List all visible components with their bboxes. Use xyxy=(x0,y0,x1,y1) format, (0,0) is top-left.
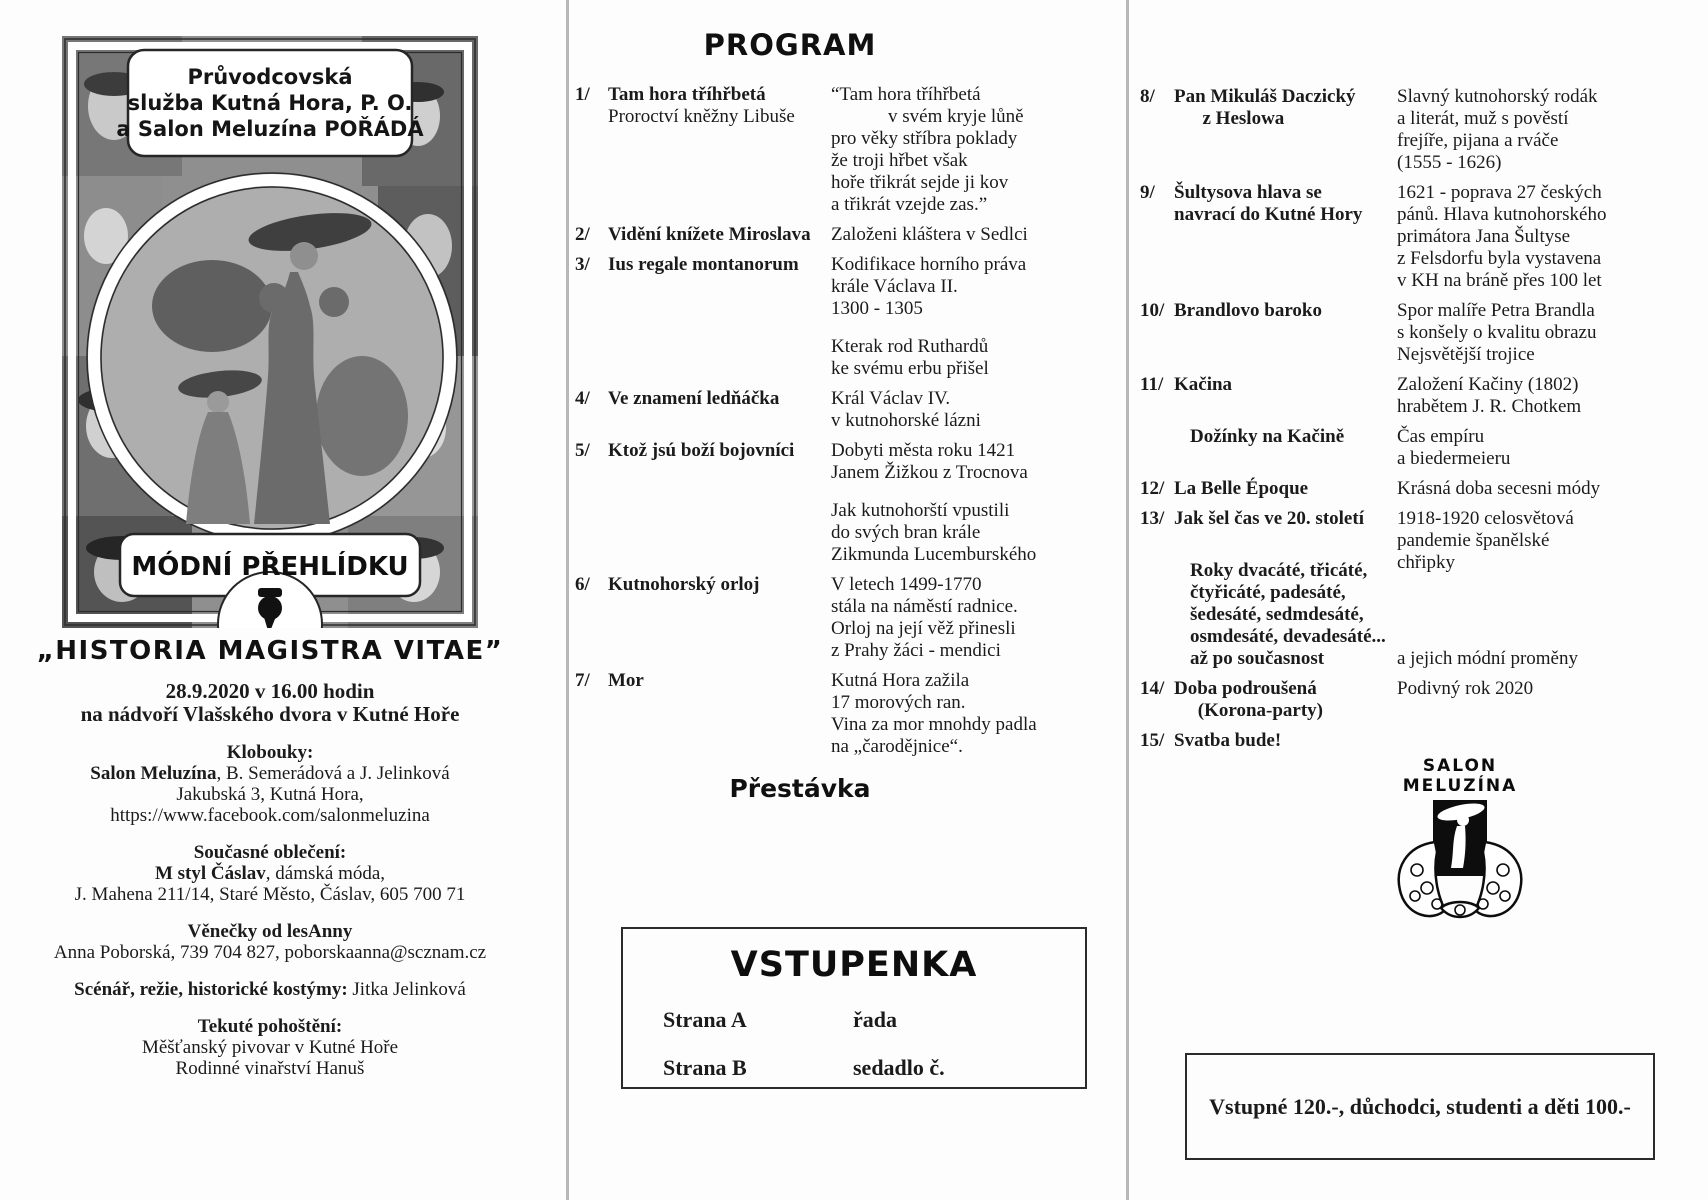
credits-sections xyxy=(28,742,512,1079)
item-title xyxy=(1174,730,1397,752)
item-description xyxy=(831,440,1123,566)
ticket-title: VSTUPENKA xyxy=(730,945,978,985)
item-number: 8/ xyxy=(1140,86,1155,107)
program-item xyxy=(1140,86,1708,174)
item-number: 5/ xyxy=(575,440,590,461)
item-description-line: Kutná Hora zažila xyxy=(831,670,970,691)
item-description-line: Král Václav IV. xyxy=(831,388,951,409)
item-title-line: La Belle Époque xyxy=(1174,478,1309,499)
credits-line-text: https://www.facebook.com/salonmeluzina xyxy=(110,805,430,826)
item-title xyxy=(608,574,831,662)
program-item xyxy=(575,224,1123,246)
item-description-paragraph xyxy=(1397,648,1708,670)
credits-section-heading: Klobouky: xyxy=(226,742,314,763)
item-description-line: a třikrát vzejde zas.” xyxy=(831,194,988,215)
credits-section xyxy=(28,921,512,963)
salon-meluzina-logo xyxy=(1310,756,1610,922)
item-description-line: hoře třikrát sejde ji kov xyxy=(831,172,1009,193)
item-description-line: hrabětem J. R. Chotkem xyxy=(1397,396,1582,417)
item-title-line: Šultysova hlava se xyxy=(1174,182,1322,203)
item-description-line: v svém kryje lůně xyxy=(831,106,1024,127)
item-description-line: Podivný rok 2020 xyxy=(1397,678,1534,699)
item-description-paragraph xyxy=(1397,182,1708,292)
item-title-line: Vidění knížete Miroslava xyxy=(608,224,811,245)
credits-line-text: Jakubská 3, Kutná Hora, xyxy=(176,784,364,805)
item-title-line: navrací do Kutné Hory xyxy=(1174,204,1363,225)
credits-line xyxy=(28,942,512,963)
item-description-paragraph xyxy=(1397,86,1708,174)
program-item xyxy=(1140,426,1708,470)
credits-line xyxy=(28,784,512,805)
motto-title: „HISTORIA MAGISTRA VITAE” xyxy=(36,636,504,666)
item-description xyxy=(831,670,1123,758)
item-number: 12/ xyxy=(1140,478,1165,499)
item-description-line: Slavný kutnohorský rodák xyxy=(1397,86,1598,107)
item-description-line: chřipky xyxy=(1397,552,1456,573)
program-item xyxy=(575,574,1123,662)
item-title xyxy=(1174,374,1397,418)
item-description-line: a jejich módní proměny xyxy=(1397,648,1578,669)
item-title-line: Brandlovo baroko xyxy=(1174,300,1322,321)
credits-section xyxy=(28,1016,512,1079)
item-description-paragraph xyxy=(831,224,1123,246)
item-description xyxy=(1397,426,1708,470)
right-column xyxy=(1140,0,1708,1119)
item-description-line: Zikmunda Lucemburského xyxy=(831,544,1037,565)
item-title-line: osmdesáté, devadesáté... xyxy=(1190,626,1386,647)
event-venue-line: na nádvoří Vlašského dvora v Kutné Hoře xyxy=(80,702,460,726)
program-item xyxy=(1140,478,1708,500)
poster-title-text: MÓDNÍ PŘEHLÍDKU xyxy=(131,552,409,582)
item-number: 10/ xyxy=(1140,300,1165,321)
price-box xyxy=(1185,1053,1655,1160)
credits-section-heading: Tekuté pohoštění: xyxy=(197,1016,343,1037)
program-list-continued xyxy=(1140,86,1708,752)
item-description-line: primátora Jana Šultyse xyxy=(1397,226,1571,247)
credits-section xyxy=(28,979,512,1000)
logo-text-line1: SALON xyxy=(1422,756,1498,776)
item-description xyxy=(1397,374,1708,418)
item-description-paragraph xyxy=(1397,300,1708,366)
credits-line-bold: M styl Čáslav xyxy=(154,863,266,884)
program-item xyxy=(575,84,1123,216)
item-title-line: Tam hora tříhřbetá xyxy=(608,84,766,105)
item-title xyxy=(608,84,831,216)
credits-line-text: Měšťanský pivovar v Kutné Hoře xyxy=(141,1037,399,1058)
item-title xyxy=(608,254,831,380)
item-number: 3/ xyxy=(575,254,590,275)
ticket-row-b xyxy=(623,1055,1085,1081)
item-title-line: (Korona-party) xyxy=(1174,700,1323,721)
program-item xyxy=(1140,730,1708,752)
item-description-paragraph xyxy=(1397,478,1708,500)
item-description-line: Čas empíru xyxy=(1397,426,1485,447)
item-description-line: Vina za mor mnohdy padla xyxy=(831,714,1037,735)
program-item xyxy=(1140,374,1708,418)
item-title xyxy=(1174,426,1397,470)
item-number: 6/ xyxy=(575,574,590,595)
item-description-paragraph xyxy=(831,440,1123,484)
item-description-line: 17 morových ran. xyxy=(831,692,966,713)
item-description xyxy=(1397,300,1708,366)
credits-section xyxy=(28,842,512,905)
item-description xyxy=(1397,182,1708,292)
item-number: 1/ xyxy=(575,84,590,105)
credits-line-text: , dámská móda, xyxy=(265,863,386,884)
item-title xyxy=(608,224,831,246)
intermission-label: Přestávka xyxy=(729,774,871,803)
credits-line xyxy=(28,1037,512,1058)
ticket-box xyxy=(621,927,1087,1089)
item-description-line: Založeni kláštera v Sedlci xyxy=(831,224,1028,245)
program-item xyxy=(575,670,1123,758)
item-title-line: Mor xyxy=(608,670,644,691)
credits-line-bold: Scénář, režie, historické kostýmy: xyxy=(74,979,348,1000)
item-description-line: ke svému erbu přišel xyxy=(831,358,989,379)
poster-header-line3: a Salon Meluzína POŘÁDÁ xyxy=(116,117,424,141)
item-description-line: V letech 1499-1770 xyxy=(831,574,982,595)
credits-line xyxy=(28,763,512,784)
event-date-block xyxy=(28,680,512,726)
item-description xyxy=(1397,730,1708,752)
item-description-line: Založení Kačiny (1802) xyxy=(1397,374,1579,395)
ticket-row-a-value: řada xyxy=(853,1007,897,1032)
item-description xyxy=(831,84,1123,216)
item-description-line: a biedermeieru xyxy=(1397,448,1511,469)
item-number: 9/ xyxy=(1140,182,1155,203)
item-description-paragraph xyxy=(831,84,1123,216)
middle-column xyxy=(575,0,1123,1080)
item-title xyxy=(1174,300,1397,366)
program-item xyxy=(575,388,1123,432)
item-description xyxy=(1397,678,1708,722)
item-title-line: Doba podroušená xyxy=(1174,678,1317,699)
poster-header-banner xyxy=(116,50,424,156)
program-item xyxy=(1140,678,1708,722)
item-description xyxy=(831,224,1123,246)
item-description-line: a literát, muž s pověstí xyxy=(1397,108,1569,129)
item-description-paragraph xyxy=(831,670,1123,758)
credits-section-heading: Věnečky od lesAnny xyxy=(187,921,353,942)
ticket-row-b-label: Strana B xyxy=(663,1055,747,1080)
item-description xyxy=(1397,478,1708,500)
item-description xyxy=(1397,86,1708,174)
left-column xyxy=(28,0,512,1079)
item-title xyxy=(608,670,831,758)
column-divider-left xyxy=(566,0,569,1200)
credits-line xyxy=(28,884,512,905)
item-description-line: Jak kutnohorští vpustili xyxy=(831,500,1010,521)
item-description-paragraph xyxy=(831,336,1123,380)
item-description-line: 1300 - 1305 xyxy=(831,298,923,319)
item-title-line: šedesáté, sedmdesáté, xyxy=(1190,604,1364,625)
item-title xyxy=(1174,678,1397,722)
credits-line-text: Jitka Jelinková xyxy=(347,979,466,1000)
ticket-row-a xyxy=(623,1007,1085,1033)
item-description-line: pánů. Hlava kutnohorského xyxy=(1397,204,1607,225)
logo-text-line2: MELUZÍNA xyxy=(1402,776,1518,796)
item-description-line: Orloj na její věž přinesli xyxy=(831,618,1016,639)
item-description-line: v KH na bráně přes 100 let xyxy=(1397,270,1602,291)
item-title xyxy=(1174,182,1397,292)
poster-collage xyxy=(62,36,478,628)
item-title-line: z Heslowa xyxy=(1174,108,1285,129)
item-title-line: Dožínky na Kačině xyxy=(1190,426,1345,447)
item-title-line: Svatba bude! xyxy=(1174,730,1282,751)
item-title-line: Roky dvacáté, třicáté, xyxy=(1190,560,1368,581)
poster-header-line2: služba Kutná Hora, P. O. xyxy=(127,91,413,115)
item-description-paragraph xyxy=(1397,426,1708,470)
item-description-paragraph xyxy=(831,388,1123,432)
item-description-line: frejíře, pijana a rváče xyxy=(1397,130,1559,151)
item-number: 11/ xyxy=(1140,374,1164,395)
item-description-line: 1621 - poprava 27 českých xyxy=(1397,182,1602,203)
item-description-line: Dobyti města roku 1421 xyxy=(831,440,1016,461)
item-number xyxy=(1140,426,1174,470)
item-title-line: Ve znamení ledňáčka xyxy=(608,388,780,409)
credits-line-text: , B. Semerádová a J. Jelinková xyxy=(216,763,450,784)
item-title xyxy=(608,388,831,432)
event-date-line: 28.9.2020 v 16.00 hodin xyxy=(165,679,375,703)
program-list xyxy=(575,84,1123,758)
item-number: 2/ xyxy=(575,224,590,245)
item-description-line: z Prahy žáci - mendici xyxy=(831,640,1001,661)
item-title-line: čtyřicáté, padesáté, xyxy=(1190,582,1346,603)
item-number xyxy=(1140,560,1174,670)
item-description-paragraph xyxy=(831,500,1123,566)
credits-line xyxy=(28,805,512,826)
poster-header-line1: Průvodcovská xyxy=(187,65,353,89)
item-description xyxy=(831,254,1123,380)
item-description-line: Janem Žižkou z Trocnova xyxy=(831,462,1028,483)
column-divider-right xyxy=(1126,0,1129,1200)
item-description-line: krále Václava II. xyxy=(831,276,958,297)
program-item xyxy=(575,254,1123,380)
program-item xyxy=(575,440,1123,566)
ticket-row-a-label: Strana A xyxy=(663,1007,747,1032)
ticket-row-b-value: sedadlo č. xyxy=(853,1055,945,1080)
item-number: 7/ xyxy=(575,670,590,691)
credits-line xyxy=(28,1058,512,1079)
item-description-line: Kterak rod Ruthardů xyxy=(831,336,989,357)
item-number: 15/ xyxy=(1140,730,1165,751)
item-number: 4/ xyxy=(575,388,590,409)
item-description-line: Krásná doba secesni módy xyxy=(1397,478,1601,499)
item-description-line: (1555 - 1626) xyxy=(1397,152,1502,173)
item-description-line: Kodifikace horního práva xyxy=(831,254,1027,275)
credits-section xyxy=(28,742,512,826)
item-description xyxy=(831,574,1123,662)
item-description-line: “Tam hora tříhřbetá xyxy=(831,84,981,105)
program-item xyxy=(1140,182,1708,292)
item-title xyxy=(608,440,831,566)
credits-line xyxy=(28,979,512,1000)
item-description-line: pro věky stříbra poklady xyxy=(831,128,1018,149)
item-description xyxy=(1397,560,1708,670)
item-description-line: stála na náměstí radnice. xyxy=(831,596,1018,617)
item-title-line: Kutnohorský orloj xyxy=(608,574,760,595)
item-title-line: Pan Mikuláš Daczický xyxy=(1174,86,1356,107)
item-description-paragraph xyxy=(1397,374,1708,418)
credits-line-text: Anna Poborská, 739 704 827, poborskaanna@scznam.cz xyxy=(53,942,487,963)
item-description-line: že troji hřbet však xyxy=(831,150,968,171)
item-description-line: s konšely o kvalitu obrazu xyxy=(1397,322,1597,343)
credits-line-bold: Salon Meluzína xyxy=(90,763,217,784)
item-description-line: do svých bran krále xyxy=(831,522,981,543)
item-title xyxy=(1174,478,1397,500)
item-description-line: Nejsvětější trojice xyxy=(1397,344,1535,365)
item-title xyxy=(1174,560,1397,670)
item-description-line: v kutnohorské lázni xyxy=(831,410,981,431)
item-number: 14/ xyxy=(1140,678,1165,699)
item-title-line: Ktož jsú boží bojovníci xyxy=(608,440,795,461)
program-item xyxy=(1140,300,1708,366)
item-title xyxy=(1174,86,1397,174)
item-description xyxy=(831,388,1123,432)
item-title-line: Kačina xyxy=(1174,374,1233,395)
item-description-paragraph xyxy=(831,574,1123,662)
item-description-line: z Felsdorfu byla vystavena xyxy=(1397,248,1602,269)
item-title-line: Ius regale montanorum xyxy=(608,254,799,275)
credits-line-text: Rodinné vinařství Hanuš xyxy=(175,1058,365,1079)
mermaid-logo-icon xyxy=(1375,800,1545,922)
item-title-line: Proroctví kněžny Libuše xyxy=(608,106,795,127)
item-number: 13/ xyxy=(1140,508,1165,529)
price-text: Vstupné 120.-, důchodci, studenti a děti 100.- xyxy=(1209,1093,1631,1119)
item-description-line: na „čarodějnice“. xyxy=(831,736,963,757)
item-description-paragraph xyxy=(1397,678,1708,700)
item-description-paragraph xyxy=(831,254,1123,320)
credits-section-heading: Současné oblečení: xyxy=(193,842,347,863)
item-description-line: pandemie španělské xyxy=(1397,530,1550,551)
credits-line-text: J. Mahena 211/14, Staré Město, Čáslav, 605 700 71 xyxy=(74,884,466,905)
program-item xyxy=(1140,560,1708,670)
item-title-line: až po současnost xyxy=(1190,648,1325,669)
program-title: PROGRAM xyxy=(703,28,877,62)
item-title-line: Jak šel čas ve 20. století xyxy=(1174,508,1364,529)
credits-line xyxy=(28,863,512,884)
item-description-line: 1918-1920 celosvětová xyxy=(1397,508,1574,529)
item-description-line: Spor malíře Petra Brandla xyxy=(1397,300,1595,321)
